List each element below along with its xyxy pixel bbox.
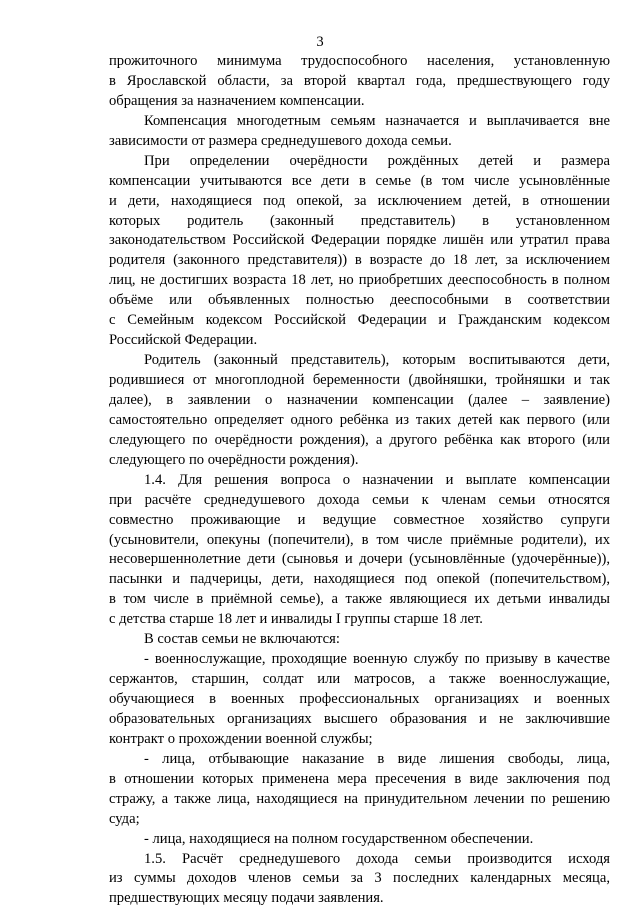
text-line: лиц, не достигших возраста 18 лет, но приобретших дееспособность в полном [109, 272, 610, 289]
text-line: в отношении которых применена мера пресечения в виде заключения под [109, 770, 610, 787]
text-line: следующего по очерёдности рождения), а другого ребёнка как второго (или [109, 431, 610, 448]
page-number: 3 [316, 34, 324, 50]
text-line: 1.4. Для решения вопроса о назначении и выплате компенсации [144, 471, 610, 488]
text-line: контракт о прохождении военной службы; [109, 730, 373, 747]
text-line: пасынки и падчерицы, дети, находящиеся под опекой (попечительством), [109, 571, 610, 588]
text-line: компенсации учитываются все дети в семье (в том числе усыновлённые [109, 172, 610, 189]
text-line: из суммы доходов членов семьи за 3 последних календарных месяца, [109, 870, 610, 887]
text-line: законодательством Российской Федерации порядке лишён или утратил права [109, 232, 610, 249]
text-line: - лица, отбывающие наказание в виде лишения свободы, лица, [144, 750, 610, 767]
text-line: 1.5. Расчёт среднедушевого дохода семьи производится исходя [144, 850, 610, 867]
text-line: и дети, находящиеся под опекой, за исключением детей, в отношении [109, 192, 610, 209]
text-line: В состав семьи не включаются: [144, 631, 340, 648]
text-line: предшествующих месяцу подачи заявления. [109, 890, 384, 907]
text-line: совместно проживающие и ведущие совместное хозяйство супруги [109, 511, 610, 528]
text-line: которых родитель (законный представитель) в установленном [109, 212, 610, 229]
text-line: обучающиеся в военных профессиональных организациях и военных [109, 691, 610, 707]
text-line: прожиточного минимума трудоспособного населения, установленную [109, 53, 610, 69]
text-line: стражу, а также лица, находящиеся на принудительном лечении по решению [109, 790, 610, 807]
text-line: При определении очерёдности рождённых детей и размера [144, 152, 610, 169]
text-line: несовершеннолетние дети (сыновья и дочери (усыновлённые (удочерённые)), [109, 551, 610, 568]
text-line: с детства старше 18 лет и инвалиды I группы старше 18 лет. [109, 611, 483, 628]
text-line: Российской Федерации. [109, 332, 258, 349]
text-line: Родитель (законный представитель), которым воспитываются дети, [144, 352, 610, 369]
text-line: самостоятельно определяет одного ребёнка из таких детей как первого (или [109, 411, 610, 428]
text-line: родившиеся от многоплодной беременности (двойняшки, тройняшки и так [109, 372, 610, 388]
text-line: суда; [109, 810, 140, 827]
text-line: (усыновители, опекуны (попечители), в том числе приёмные родители), их [109, 531, 610, 548]
text-line: родителя (законного представителя)) в возрасте до 18 лет, за исключением [109, 252, 610, 269]
text-line: в том числе в приёмной семье), а также являющиеся их детьми инвалиды [109, 591, 610, 608]
text-line: при расчёте среднедушевого дохода семьи к членам семьи относятся [109, 491, 610, 508]
text-line: далее), в заявлении о назначении компенсации (далее – заявление) [109, 391, 610, 408]
text-line: с Семейным кодексом Российской Федерации и Гражданским кодексом [109, 312, 610, 329]
text-line: следующего по очерёдности рождения). [109, 451, 359, 468]
text-line: в Ярославской области, за второй квартал года, предшествующего году [109, 72, 610, 89]
text-line: - военнослужащие, проходящие военную службу по призыву в качестве [144, 651, 610, 668]
text-line: образовательных организациях высшего образования и не заключившие [109, 710, 610, 727]
text-line: обращения за назначением компенсации. [109, 92, 365, 109]
text-line: объёме или объявленных полностью дееспособными в соответствии [109, 292, 610, 309]
text-line: - лица, находящиеся на полном государственном обеспечении. [144, 830, 534, 847]
text-line: Компенсация многодетным семьям назначается и выплачивается вне [144, 112, 610, 129]
text-line: сержантов, старшин, солдат или матросов, а также военнослужащие, [109, 671, 610, 688]
text-line: зависимости от размера среднедушевого дохода семьи. [109, 132, 452, 149]
document-body [109, 52, 610, 909]
